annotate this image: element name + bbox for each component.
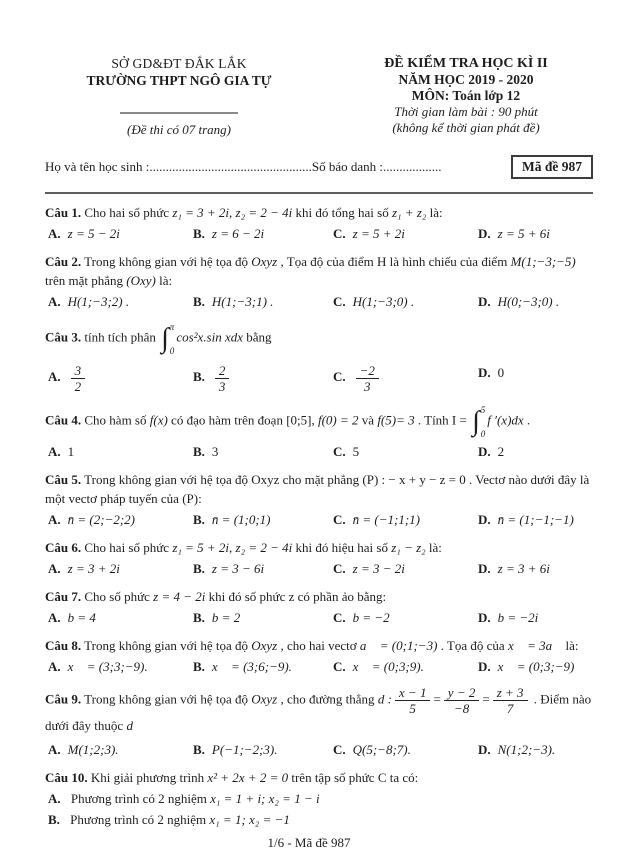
q3-t2: bằng [243, 329, 272, 345]
question-8-options [45, 657, 593, 676]
option-value: z = 3 − 6i [211, 561, 265, 576]
option-label: B. [193, 369, 205, 385]
option-value: x⃗ = (0;3;9). [352, 659, 424, 674]
q10-t2: trên tập số phức C ta có: [288, 770, 419, 785]
q2-option-d [478, 292, 593, 311]
question-2 [45, 252, 593, 311]
option-label: D. [478, 365, 491, 380]
option-label: C. [333, 610, 346, 625]
q9-m1: Oxyz [251, 691, 278, 707]
option-label: A. [48, 561, 61, 576]
school-name: TRƯỜNG THPT NGÔ GIA TỰ [86, 73, 272, 88]
q5-m1: (P) : − x + y − z = 0 [362, 472, 466, 487]
q9-t2: , cho đường thẳng [277, 691, 378, 707]
q3-option-d [478, 363, 593, 394]
option-value: b = −2 [352, 610, 390, 625]
page-header [45, 56, 593, 138]
integral-sign: ∫ [472, 405, 480, 437]
option-value: b = −2i [497, 610, 539, 625]
q1-m1: z₁ = 3 + 2i, z₂ = 2 − 4i [172, 205, 293, 220]
question-9-options [45, 740, 593, 759]
question-4 [45, 403, 593, 461]
q2-m3: (Oxy) [126, 273, 156, 288]
exam-title: ĐỀ KIỂM TRA HỌC KÌ II [384, 56, 548, 71]
option-value: z = 6 − 2i [211, 226, 265, 241]
q1-option-a [48, 224, 193, 243]
q4-option-c [333, 442, 478, 461]
q10-option-b [48, 810, 593, 829]
option-label: B. [193, 561, 205, 576]
integral-upper-bound: π [169, 322, 175, 332]
question-2-label: Câu 2. [45, 254, 82, 269]
student-info-row [45, 155, 593, 179]
question-4-text [45, 403, 593, 440]
option-value: N(1;2;−3). [497, 742, 556, 757]
question-10-label: Câu 10. [45, 770, 88, 785]
question-9-text [45, 685, 593, 735]
option-label: C. [333, 294, 346, 309]
option-text: Phương trình có 2 nghiệm [66, 812, 210, 827]
option-value: P(−1;−2;3). [211, 742, 278, 757]
q2-t4: là: [155, 273, 173, 288]
option-label: D. [478, 659, 491, 674]
question-7-label: Câu 7. [45, 589, 82, 604]
q6-option-a [48, 559, 193, 578]
question-8-label: Câu 8. [45, 638, 82, 653]
option-label: B. [193, 226, 205, 241]
q4-m1: f(x) [149, 412, 168, 428]
option-math: x₁ = 1 + i; x₂ = 1 − i [210, 791, 320, 806]
header-right [339, 56, 593, 136]
page-footer: 1/6 - Mã đề 987 [267, 835, 351, 850]
option-label: A. [48, 791, 61, 806]
header-left [45, 56, 313, 138]
question-5-options [45, 510, 593, 529]
q6-option-b [193, 559, 333, 578]
question-3-label: Câu 3. [45, 329, 82, 345]
q2-m1: Oxyz [251, 254, 278, 269]
question-10 [45, 768, 593, 829]
student-name-dots: .................................................. [149, 159, 312, 174]
fraction-numerator: z + 3 [493, 685, 528, 701]
question-4-options [45, 442, 593, 461]
question-7-options [45, 608, 593, 627]
fraction-denominator: 3 [218, 379, 226, 394]
option-label: C. [333, 512, 346, 527]
option-label: A. [48, 512, 61, 527]
q9-option-c [333, 740, 478, 759]
question-1-text [45, 203, 593, 222]
q5-option-d [478, 510, 593, 529]
question-5-text [45, 470, 593, 508]
q10-option-a [48, 789, 593, 808]
question-7 [45, 587, 593, 627]
question-3-text [45, 320, 593, 357]
question-2-options [45, 292, 593, 311]
q9-t1: Trong không gian với hệ tọa độ [81, 691, 252, 707]
q4-t3: và [358, 412, 378, 428]
question-3-options [45, 363, 593, 394]
q5-option-c [333, 510, 478, 529]
question-6-options [45, 559, 593, 578]
school-year: NĂM HỌC 2019 - 2020 [398, 72, 534, 87]
q7-option-a [48, 608, 193, 627]
question-10-text [45, 768, 593, 787]
sbd-dots: .................. [382, 159, 442, 174]
q8-t4: là: [562, 638, 579, 653]
fraction [395, 685, 431, 716]
fraction-numerator: 2 [215, 363, 230, 379]
duration-note: Thời gian làm bài : 90 phút [394, 104, 538, 119]
option-value: b = 2 [211, 610, 241, 625]
option-value: H(1;−3;2) . [67, 294, 130, 309]
subject-line: MÔN: Toán lớp 12 [411, 88, 521, 103]
q3-t1: tính tích phân [81, 329, 160, 345]
fraction-denominator: 3 [364, 379, 371, 394]
question-5-label: Câu 5. [45, 472, 82, 487]
question-2-text [45, 252, 593, 290]
option-math: x₁ = 1; x₂ = −1 [209, 812, 290, 827]
q7-option-c [333, 608, 478, 627]
option-label: B. [193, 610, 205, 625]
option-value: n̄ = (2;−2;2) [67, 512, 136, 527]
q4-t5: . [523, 412, 531, 428]
option-label: B. [48, 812, 60, 827]
option-label: B. [193, 659, 205, 674]
q10-m1: x² + 2x + 2 = 0 [207, 770, 289, 785]
option-value: H(1;−3;0) . [352, 294, 415, 309]
q7-option-b [193, 608, 333, 627]
option-label: C. [333, 659, 346, 674]
option-value: 3 [211, 444, 219, 459]
fraction [215, 363, 230, 394]
header-divider-line [120, 112, 238, 114]
q6-m1: z₁ = 5 + 2i, z₂ = 2 − 4i [172, 540, 293, 555]
q2-option-b [193, 292, 333, 311]
question-9 [45, 685, 593, 759]
question-5 [45, 470, 593, 529]
option-label: A. [48, 294, 61, 309]
q4-m2: f(0) = 2 [317, 412, 359, 428]
option-value: x⃗ = (3;6;−9). [211, 659, 292, 674]
q2-m2: M(1;−3;−5) [510, 254, 576, 269]
option-value: z = 3 − 2i [352, 561, 405, 576]
fraction [71, 363, 86, 394]
q8-option-d [478, 657, 593, 676]
q4-option-a [48, 442, 193, 461]
option-label: A. [48, 369, 61, 385]
q5-t1: Trong không gian với hệ tọa độ Oxyz cho mặt phẳng [81, 472, 363, 487]
question-8 [45, 636, 593, 676]
q6-option-d [478, 559, 593, 578]
q7-t2: khi đó số phức z có phần ảo bằng: [205, 589, 387, 604]
q6-t2: khi đó hiệu hai số [292, 540, 392, 555]
q1-option-c [333, 224, 478, 243]
distribution-note: (không kể thời gian phát đề) [392, 120, 540, 135]
option-label: A. [48, 226, 61, 241]
q8-t3: . Tọa độ của [437, 638, 508, 653]
equals-sign: = [433, 691, 441, 707]
integral-symbol [161, 320, 174, 357]
q9-m3: d [126, 718, 133, 733]
option-label: D. [478, 444, 491, 459]
q8-m2: a⃗ = (0;1;−3) [359, 638, 438, 653]
option-value: 5 [352, 444, 360, 459]
option-label: D. [478, 226, 491, 241]
option-label: D. [478, 561, 491, 576]
option-label: B. [193, 294, 205, 309]
fraction-denominator: 7 [506, 701, 514, 716]
q4-option-b [193, 442, 333, 461]
fraction-numerator: x − 1 [395, 685, 431, 701]
q5-option-b [193, 510, 333, 529]
q8-t1: Trong không gian với hệ tọa độ [81, 638, 252, 653]
question-9-label: Câu 9. [45, 691, 82, 707]
option-label: D. [478, 742, 491, 757]
fraction-numerator: 3 [71, 363, 86, 379]
fraction-numerator: −2 [356, 363, 379, 379]
q8-option-b [193, 657, 333, 676]
integral-lower-bound: 0 [480, 429, 486, 439]
question-4-label: Câu 4. [45, 412, 82, 428]
option-value: 0 [497, 365, 505, 380]
question-8-text [45, 636, 593, 655]
option-value: z = 5 − 2i [67, 226, 120, 241]
option-value: M(1;2;3). [67, 742, 119, 757]
question-1 [45, 203, 593, 243]
option-value: 2 [497, 444, 505, 459]
q1-m2: z₁ + z₂ [391, 205, 427, 220]
integral-upper-bound: 5 [480, 405, 486, 415]
q8-m1: Oxyz [251, 638, 278, 653]
option-value: n̄ = (1;−1;−1) [497, 512, 574, 527]
option-label: C. [333, 561, 346, 576]
option-label: B. [193, 742, 205, 757]
q6-t3: là: [425, 540, 442, 555]
option-label: C. [333, 369, 346, 385]
q1-t3: là: [426, 205, 443, 220]
q2-option-a [48, 292, 193, 311]
option-value: n̄ = (−1;1;1) [352, 512, 421, 527]
exam-code-box: Mã đề 987 [511, 155, 593, 179]
option-value: H(0;−3;0) . [497, 294, 560, 309]
q1-option-d [478, 224, 593, 243]
question-6-label: Câu 6. [45, 540, 82, 555]
option-label: A. [48, 610, 61, 625]
option-value: z = 3 + 6i [497, 561, 550, 576]
option-value: x⃗ = (3;3;−9). [67, 659, 148, 674]
q6-option-c [333, 559, 478, 578]
question-1-label: Câu 1. [45, 205, 82, 220]
q3-option-a [48, 363, 193, 394]
q5-option-a [48, 510, 193, 529]
q9-option-a [48, 740, 193, 759]
integral-sign: ∫ [161, 322, 169, 354]
q9-option-b [193, 740, 333, 759]
q1-t1: Cho hai số phức [81, 205, 173, 220]
option-text: Phương trình có 2 nghiệm [67, 791, 211, 806]
option-label: D. [478, 294, 491, 309]
department-name: SỞ GD&ĐT ĐẮK LẮK [111, 56, 247, 71]
option-value: H(1;−3;1) . [211, 294, 274, 309]
fraction-denominator: −8 [453, 701, 470, 716]
fraction [493, 685, 528, 716]
fraction-denominator: 5 [409, 701, 416, 716]
option-label: A. [48, 444, 61, 459]
sbd-label: Số báo danh : [311, 159, 383, 174]
q8-m3: x⃗ = 3a⃗ [507, 638, 563, 653]
student-name-label: Họ và tên học sinh : [45, 159, 150, 174]
q4-t1: Cho hàm số [81, 412, 150, 428]
option-label: B. [193, 444, 205, 459]
q2-t2: , Tọa độ của điểm H là hình chiếu của điểm [277, 254, 511, 269]
option-label: A. [48, 742, 61, 757]
q1-t2: khi đó tổng hai số [292, 205, 392, 220]
option-value: Q(5;−8;7). [352, 742, 411, 757]
q3-option-c [333, 363, 478, 394]
option-label: C. [333, 226, 346, 241]
option-label: C. [333, 742, 346, 757]
option-label: D. [478, 610, 491, 625]
q4-t2: có đạo hàm trên đoạn [0;5], [167, 412, 318, 428]
equals-sign: = [482, 691, 490, 707]
q9-t3: . Điểm nào dưới đây thuộc [45, 691, 592, 733]
q1-option-b [193, 224, 333, 243]
q2-t1: Trong không gian với hệ tọa độ [81, 254, 252, 269]
q5-t2: . Vectơ nào dưới đây là một vectơ pháp tuyến của (P): [45, 472, 590, 506]
header-separator [45, 192, 593, 194]
option-label: D. [478, 512, 491, 527]
pages-note: (Đề thi có 07 trang) [127, 122, 231, 137]
option-label: A. [48, 659, 61, 674]
q4-option-d [478, 442, 593, 461]
fraction-denominator: 2 [74, 379, 82, 394]
option-value: b = 4 [67, 610, 96, 625]
option-value: z = 5 + 6i [497, 226, 550, 241]
q2-option-c [333, 292, 478, 311]
option-value: x⃗ = (0;3;−9) [497, 659, 575, 674]
q8-option-a [48, 657, 193, 676]
q7-option-d [478, 608, 593, 627]
fraction [444, 685, 480, 716]
question-6-text [45, 538, 593, 557]
question-3 [45, 320, 593, 394]
option-label: C. [333, 444, 346, 459]
q7-m1: z = 4 − 2i [153, 589, 206, 604]
option-label: B. [193, 512, 205, 527]
q3-m1: cos²x.sin xdx [176, 329, 244, 345]
q10-t1: Khi giải phương trình [87, 770, 208, 785]
option-value: z = 5 + 2i [352, 226, 405, 241]
option-value: z = 3 + 2i [67, 561, 120, 576]
question-7-text [45, 587, 593, 606]
option-value: n̄ = (1;0;1) [211, 512, 271, 527]
q6-t1: Cho hai số phức [81, 540, 173, 555]
q6-m2: z₁ − z₂ [391, 540, 426, 555]
q4-t4: . Tính I = [414, 412, 471, 428]
q8-t2: , cho hai vectơ [277, 638, 360, 653]
question-1-options [45, 224, 593, 243]
q9-m2: d : [377, 691, 392, 707]
integral-lower-bound: 0 [169, 346, 175, 356]
q4-m3: f(5)= 3 [377, 412, 415, 428]
question-6 [45, 538, 593, 578]
q9-option-d [478, 740, 593, 759]
fraction [356, 363, 379, 394]
q8-option-c [333, 657, 478, 676]
fraction-numerator: y − 2 [444, 685, 480, 701]
q4-m4: f ′(x)dx [487, 412, 524, 428]
q2-t3: trên mặt phẳng [45, 273, 127, 288]
integral-symbol [472, 403, 485, 440]
q7-t1: Cho số phức [81, 589, 154, 604]
option-value: 1 [67, 444, 75, 459]
q3-option-b [193, 363, 333, 394]
